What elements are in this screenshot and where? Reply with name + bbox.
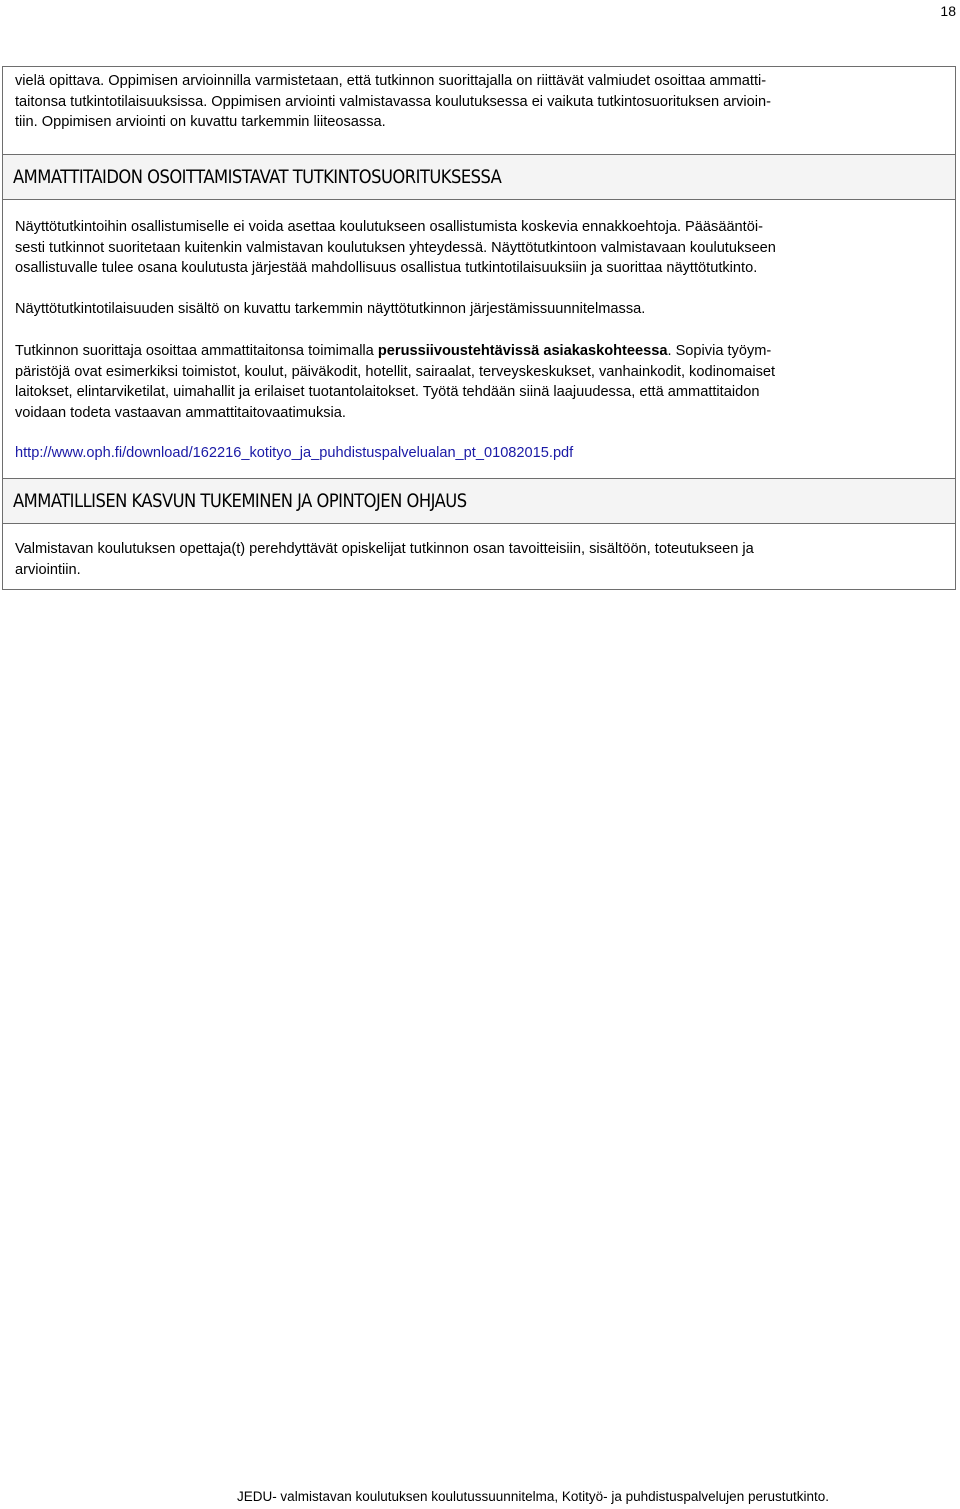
qualification-pdf-link[interactable]: http://www.oph.fi/download/162216_kotityo_ja_puhdistuspalvelualan_pt_01082015.pdf [15,445,574,461]
section-heading-assessment: AMMATTITAIDON OSOITTAMISTAVAT TUTKINTOSUORITUKSESSA [13,166,502,188]
paragraph-line: osallistuvalle tulee osana koulutusta järjestää mahdollisuus osallistua tutkintotilaisuuksiin ja suorittaa näyttötutkinto. [15,260,758,276]
paragraph-line: arviointiin. [15,561,81,578]
paragraph-line: laitokset, elintarviketilat, uimahallit ja erilaiset tuotantolaitokset. Työtä tehdään siinä laajuudessa, että ammattitaidon [15,384,760,400]
paragraph-line: Tutkinnon suorittaja osoittaa ammattitaitonsa toimimalla [15,343,378,359]
intro-line: taitonsa tutkintotilaisuuksissa. Oppimisen arviointi valmistavassa koulutuksessa ei vaikuta tutkintosuorituksen arvioin- [15,93,771,110]
emphasized-work-tasks: perussiivoustehtävissä asiakaskohteessa [377,343,668,359]
intro-paragraph [15,71,947,133]
footer-text: JEDU- valmistavan koulutuksen koulutussuunnitelma, Kotityö- ja puhdistuspalvelujen perustutkinto. [236,1489,829,1504]
section-heading-band [3,154,955,200]
exam-content-paragraph: Näyttötutkintotilaisuuden sisältö on kuvattu tarkemmin näyttötutkinnon järjestämissuunnitelmassa. [15,301,646,317]
paragraph-line: päristöjä ovat esimerkiksi toimistot, koulut, päiväkodit, hotellit, sairaalat, terveyskeskukset, vanhainkodit, kodinomaiset [15,363,776,380]
paragraph-line: Valmistavan koulutuksen opettaja(t) perehdyttävät opiskelijat tutkinnon osan tavoitteisiin, sisältöön, toteutukseen ja [15,541,754,557]
intro-line: vielä opittava. Oppimisen arvioinnilla varmistetaan, että tutkinnon suorittajalla on riittävät valmiudet osoittaa ammatti- [15,73,767,89]
paragraph-line: Näyttötutkintoihin osallistumiselle ei voida asettaa koulutukseen osallistumista koskevia ennakkoehtoja. Pääsääntöi- [15,219,763,235]
paragraph-line: voidaan todeta vastaavan ammattitaitovaatimuksia. [15,404,346,421]
guidance-paragraph [15,539,947,580]
eligibility-paragraph [15,217,947,279]
work-environment-paragraph [15,341,947,423]
section-heading-guidance: AMMATILLISEN KASVUN TUKEMINEN JA OPINTOJEN OHJAUS [13,490,467,512]
paragraph-line: . Sopivia työym- [667,343,772,359]
page-number: 18 [940,3,956,19]
paragraph-line: sesti tutkinnot suoritetaan kuitenkin valmistavan koulutuksen yhteydessä. Näyttötutkintoon valmistavaan koulutukseen [15,239,776,256]
section-heading-band [3,478,955,524]
intro-line: tiin. Oppimisen arviointi on kuvattu tarkemmin liiteosassa. [15,114,386,130]
qualification-link-paragraph [15,443,947,464]
content-frame [2,66,956,590]
